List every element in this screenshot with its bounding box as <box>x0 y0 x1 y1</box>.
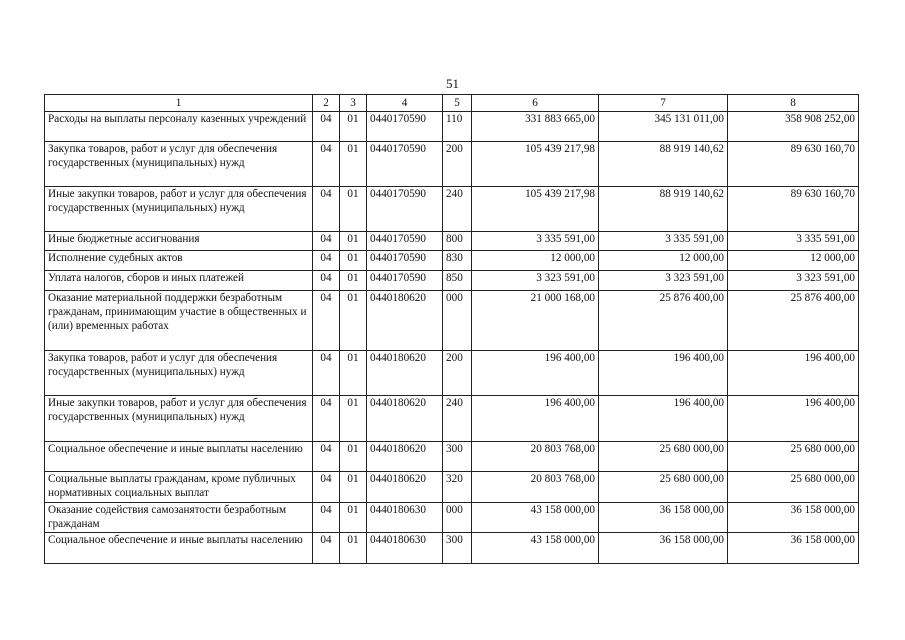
table-row <box>45 142 859 187</box>
row-amount-year-1: 43 158 000,00 <box>472 503 599 533</box>
row-target-article: 0440170590 <box>367 271 443 291</box>
row-target-article: 0440180630 <box>367 503 443 533</box>
row-expense-type: 110 <box>443 112 472 142</box>
row-subsection: 01 <box>340 251 367 271</box>
table-row <box>45 351 859 396</box>
row-section: 04 <box>313 142 340 187</box>
col-header-3: 3 <box>340 95 367 112</box>
row-section: 04 <box>313 187 340 232</box>
row-name: Социальное обеспечение и иные выплаты населению <box>45 442 313 472</box>
row-amount-year-1: 20 803 768,00 <box>472 472 599 503</box>
row-amount-year-3: 196 400,00 <box>728 351 859 396</box>
row-amount-year-3: 12 000,00 <box>728 251 859 271</box>
row-amount-year-3: 89 630 160,70 <box>728 187 859 232</box>
row-subsection: 01 <box>340 503 367 533</box>
row-target-article: 0440170590 <box>367 187 443 232</box>
header-row <box>45 95 859 112</box>
row-amount-year-1: 3 335 591,00 <box>472 232 599 251</box>
table-row <box>45 251 859 271</box>
row-amount-year-2: 12 000,00 <box>599 251 728 271</box>
row-amount-year-2: 88 919 140,62 <box>599 187 728 232</box>
row-amount-year-2: 25 680 000,00 <box>599 472 728 503</box>
row-amount-year-2: 36 158 000,00 <box>599 503 728 533</box>
table-row <box>45 232 859 251</box>
row-section: 04 <box>313 396 340 442</box>
row-name: Закупка товаров, работ и услуг для обеспечения государственных (муниципальных) нужд <box>45 351 313 396</box>
row-subsection: 01 <box>340 396 367 442</box>
row-subsection: 01 <box>340 291 367 351</box>
row-subsection: 01 <box>340 271 367 291</box>
row-section: 04 <box>313 503 340 533</box>
row-amount-year-2: 3 323 591,00 <box>599 271 728 291</box>
row-target-article: 0440170590 <box>367 232 443 251</box>
row-subsection: 01 <box>340 112 367 142</box>
row-amount-year-3: 36 158 000,00 <box>728 533 859 564</box>
row-name: Расходы на выплаты персоналу казенных учреждений <box>45 112 313 142</box>
row-amount-year-1: 331 883 665,00 <box>472 112 599 142</box>
row-subsection: 01 <box>340 533 367 564</box>
row-amount-year-3: 196 400,00 <box>728 396 859 442</box>
row-subsection: 01 <box>340 351 367 396</box>
row-target-article: 0440180620 <box>367 472 443 503</box>
row-amount-year-1: 196 400,00 <box>472 351 599 396</box>
row-name: Исполнение судебных актов <box>45 251 313 271</box>
col-header-6: 6 <box>472 95 599 112</box>
row-target-article: 0440170590 <box>367 112 443 142</box>
row-name: Социальные выплаты гражданам, кроме публичных нормативных социальных выплат <box>45 472 313 503</box>
row-section: 04 <box>313 251 340 271</box>
row-target-article: 0440180620 <box>367 291 443 351</box>
row-amount-year-3: 36 158 000,00 <box>728 503 859 533</box>
row-amount-year-2: 196 400,00 <box>599 351 728 396</box>
row-section: 04 <box>313 442 340 472</box>
row-expense-type: 300 <box>443 533 472 564</box>
row-subsection: 01 <box>340 142 367 187</box>
row-name: Закупка товаров, работ и услуг для обеспечения государственных (муниципальных) нужд <box>45 142 313 187</box>
row-subsection: 01 <box>340 442 367 472</box>
row-amount-year-1: 3 323 591,00 <box>472 271 599 291</box>
row-name: Социальное обеспечение и иные выплаты населению <box>45 533 313 564</box>
row-target-article: 0440170590 <box>367 251 443 271</box>
row-target-article: 0440170590 <box>367 142 443 187</box>
row-name: Иные бюджетные ассигнования <box>45 232 313 251</box>
row-expense-type: 240 <box>443 187 472 232</box>
row-expense-type: 200 <box>443 351 472 396</box>
row-target-article: 0440180620 <box>367 351 443 396</box>
table-row <box>45 472 859 503</box>
row-expense-type: 850 <box>443 271 472 291</box>
row-amount-year-1: 105 439 217,98 <box>472 187 599 232</box>
row-expense-type: 800 <box>443 232 472 251</box>
row-amount-year-2: 345 131 011,00 <box>599 112 728 142</box>
table-row <box>45 271 859 291</box>
row-subsection: 01 <box>340 187 367 232</box>
row-section: 04 <box>313 232 340 251</box>
row-amount-year-3: 3 323 591,00 <box>728 271 859 291</box>
table-row <box>45 112 859 142</box>
row-target-article: 0440180630 <box>367 533 443 564</box>
row-target-article: 0440180620 <box>367 396 443 442</box>
row-expense-type: 830 <box>443 251 472 271</box>
page-number: 51 <box>446 76 459 91</box>
col-header-1: 1 <box>45 95 313 112</box>
row-amount-year-2: 196 400,00 <box>599 396 728 442</box>
row-name: Иные закупки товаров, работ и услуг для обеспечения государственных (муниципальных) нужд <box>45 396 313 442</box>
table-row <box>45 396 859 442</box>
row-expense-type: 300 <box>443 442 472 472</box>
row-subsection: 01 <box>340 232 367 251</box>
row-expense-type: 320 <box>443 472 472 503</box>
row-amount-year-1: 105 439 217,98 <box>472 142 599 187</box>
table-row <box>45 533 859 564</box>
row-name: Иные закупки товаров, работ и услуг для обеспечения государственных (муниципальных) нужд <box>45 187 313 232</box>
row-amount-year-2: 3 335 591,00 <box>599 232 728 251</box>
row-section: 04 <box>313 533 340 564</box>
row-amount-year-1: 20 803 768,00 <box>472 442 599 472</box>
row-name: Оказание материальной поддержки безработным гражданам, принимающим участие в общественных и (или) временных работах <box>45 291 313 351</box>
row-section: 04 <box>313 112 340 142</box>
row-expense-type: 200 <box>443 142 472 187</box>
row-name: Оказание содействия самозанятости безработным гражданам <box>45 503 313 533</box>
row-section: 04 <box>313 291 340 351</box>
table-row <box>45 187 859 232</box>
row-amount-year-1: 12 000,00 <box>472 251 599 271</box>
row-amount-year-2: 36 158 000,00 <box>599 533 728 564</box>
row-expense-type: 240 <box>443 396 472 442</box>
table-row <box>45 442 859 472</box>
col-header-2: 2 <box>313 95 340 112</box>
row-amount-year-2: 25 680 000,00 <box>599 442 728 472</box>
row-amount-year-3: 25 680 000,00 <box>728 442 859 472</box>
row-target-article: 0440180620 <box>367 442 443 472</box>
row-section: 04 <box>313 271 340 291</box>
col-header-4: 4 <box>367 95 443 112</box>
row-name: Уплата налогов, сборов и иных платежей <box>45 271 313 291</box>
row-amount-year-2: 88 919 140,62 <box>599 142 728 187</box>
table-row <box>45 503 859 533</box>
row-amount-year-3: 25 680 000,00 <box>728 472 859 503</box>
row-section: 04 <box>313 472 340 503</box>
row-expense-type: 000 <box>443 503 472 533</box>
budget-table <box>44 94 859 564</box>
row-amount-year-1: 43 158 000,00 <box>472 533 599 564</box>
row-amount-year-3: 25 876 400,00 <box>728 291 859 351</box>
row-amount-year-1: 196 400,00 <box>472 396 599 442</box>
row-amount-year-2: 25 876 400,00 <box>599 291 728 351</box>
table-row <box>45 291 859 351</box>
row-amount-year-3: 3 335 591,00 <box>728 232 859 251</box>
row-amount-year-3: 358 908 252,00 <box>728 112 859 142</box>
row-section: 04 <box>313 351 340 396</box>
col-header-5: 5 <box>443 95 472 112</box>
col-header-7: 7 <box>599 95 728 112</box>
row-expense-type: 000 <box>443 291 472 351</box>
row-amount-year-3: 89 630 160,70 <box>728 142 859 187</box>
row-amount-year-1: 21 000 168,00 <box>472 291 599 351</box>
col-header-8: 8 <box>728 95 859 112</box>
row-subsection: 01 <box>340 472 367 503</box>
